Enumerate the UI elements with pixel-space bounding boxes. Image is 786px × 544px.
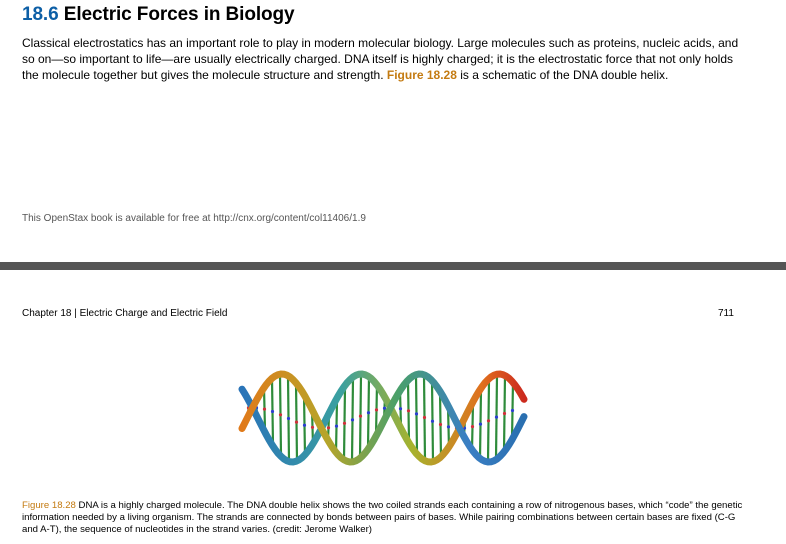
base-pair-atom [447,425,450,428]
base-pair-atom [303,424,306,427]
base-pair-atom [359,415,362,418]
paragraph-text-after: is a schematic of the DNA double helix. [456,67,669,82]
base-pair-atom [415,412,418,415]
base-pair-atom [367,411,370,414]
running-head: Chapter 18 | Electric Charge and Electric Field [22,308,228,319]
base-pair-atom [335,425,338,428]
base-pair-atom [407,409,410,412]
base-pair-atom [479,423,482,426]
page-separator [0,262,786,270]
base-pair-atom [295,421,298,424]
base-pair-atom [327,426,330,429]
figure-label: Figure 18.28 [22,500,76,511]
base-pair-atom [423,416,426,419]
base-pair-atom [375,408,378,411]
base-pair-atom [487,419,490,422]
page-number: 711 [718,308,734,319]
base-pair-atom [439,423,442,426]
dna-double-helix-image [236,356,530,478]
figure-reference-link[interactable]: Figure 18.28 [386,67,457,82]
section-paragraph [22,36,742,83]
figure-caption [22,500,752,537]
base-pair-atom [263,408,266,411]
base-pair-atom [471,425,474,428]
base-pair-atom [511,409,514,412]
footer-note: This OpenStax book is available for free at http://cnx.org/content/col11406/1.9 [22,213,366,224]
base-pair-atom [271,410,274,413]
base-pair-atom [383,407,386,410]
base-pair-atom [279,413,282,416]
figure-caption-text: DNA is a highly charged molecule. The DNA double helix shows the two coiled strands each containing a row of nitrogenous bases, which “code” the genetic information needed by a living organism. The strands are connected by bonds between pairs of bases. While pairing combinations between certain bases are fixed (C-G and A-T), the sequence of nucleotides in the strand varies. (credit: Jerome Walker) [22,500,743,536]
section-number: 18.6 [22,4,59,25]
base-pair-atom [399,407,402,410]
page-bottom [0,270,786,544]
paragraph-text-before: Classical electrostatics has an important role to play in modern molecular biology. Large molecules such as proteins, nucleic acids, and so on—so important to life—are usually electrically charged. DNA itself is highly charged; it is the electrostatic force that not only holds the molecule together but gives the molecule structure and strength. [22,36,739,82]
base-pair-atom [503,412,506,415]
base-pair-atom [343,422,346,425]
base-pair-atom [351,418,354,421]
base-pair-atom [287,417,290,420]
base-pair-atom [495,416,498,419]
section-heading [22,4,295,26]
section-title: Electric Forces in Biology [63,4,295,25]
base-pair-atom [431,420,434,423]
page-top [0,0,786,262]
base-pair-atom [311,426,314,429]
